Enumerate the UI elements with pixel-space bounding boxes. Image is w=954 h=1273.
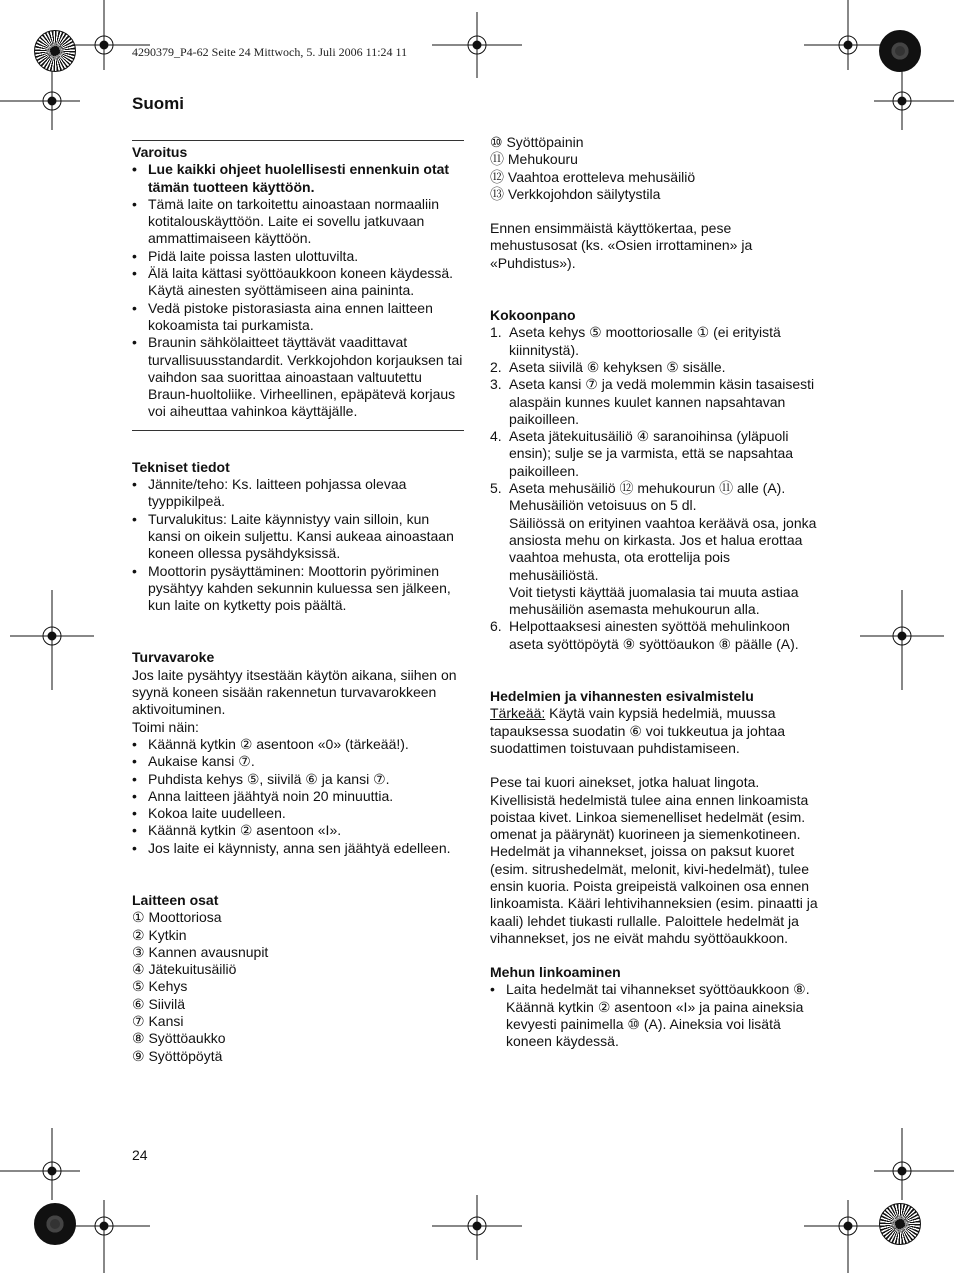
- list-item: • Braunin sähkölaitteet täyttävät vaadittavat turvallisuusstandardit. Verkkojohdon korjauksen tai vaihdon saa suorittaa ainoastaan valtuutettu Braun-huoltoliike. Virheellinen, epäpätevä korjaus voi aiheuttaa vahinkoa käyttäjälle.: [132, 334, 464, 420]
- assembly-step: 4. Aseta jätekuitusäiliö ④ saranoihinsa (yläpuoli ensin); sulje se ja varmista, että se napsahtaa paikoilleen.: [490, 428, 794, 479]
- parts-heading: Laitteen osat: [132, 891, 219, 908]
- list-item: ⑧ Syöttöaukko: [132, 1030, 226, 1047]
- assembly-step: 2. Aseta siivilä ⑥ kehyksen ⑤ sisälle.: [490, 358, 726, 375]
- color-rosette-icon: [34, 1203, 76, 1245]
- safety-intro-2: Toimi näin:: [132, 718, 199, 735]
- list-item: • Anna laitteen jäähtyä noin 20 minuuttia.: [132, 788, 464, 805]
- list-item: • Jos laite ei käynnisty, anna sen jäähtyä edelleen.: [132, 840, 464, 857]
- list-item: ③ Kannen avausnupit: [132, 943, 269, 960]
- assembly-step: 3. Aseta kansi ⑦ ja vedä molemmin käsin tasaisesti alaspäin kunnes kuulet kannen napsahtavan paikoilleen.: [490, 376, 815, 427]
- assembly-step: 5. Aseta mehusäiliö ⑫ mehukourun ⑪ alle (A). Mehusäiliön vetoisuus on 5 dl. Säiliössä on erityinen vaahtoa keräävä osa, jonka ansiosta mehu on kirkasta. Jos et halua erottaa vaahtoa mehusta, ota erottelija pois mehusäiliöstä. Voit tietysti käyttää juomalasia tai muuta astiaa mehusäiliön asemasta mehukourun alla.: [490, 480, 820, 618]
- list-item: • Puhdista kehys ⑤, siivilä ⑥ ja kansi ⑦.: [132, 771, 464, 788]
- list-item: • Tämä laite on tarkoitettu ainoastaan normaaliin kotitalouskäyttöön. Laite ei sovellu jatkuvaan ammattimaiseen käyttöön.: [132, 196, 464, 248]
- warning-heading: Varoitus: [132, 144, 188, 160]
- assembly-heading: Kokoonpano: [490, 307, 576, 324]
- list-item: ⑦ Kansi: [132, 1013, 184, 1030]
- list-item: ⑩ Syöttöpainin: [490, 134, 584, 150]
- list-item: • Käännä kytkin ② asentoon «I».: [132, 822, 464, 839]
- step-note: Säiliössä on erityinen vaahtoa keräävä osa, jonka ansiosta mehu on kirkasta. Jos et halua erottaa vaahtoa mehusta, ota erottelija pois mehusäiliöstä.: [509, 514, 817, 583]
- important-label: Tärkeää:: [490, 705, 546, 722]
- list-item: ② Kytkin: [132, 926, 187, 943]
- list-item: • Älä laita kättasi syöttöaukkoon koneen käydessä. Käytä ainesten syöttämiseen aina paininta.: [132, 265, 464, 300]
- color-rosette-icon: [879, 1203, 921, 1245]
- prep-important: Tärkeää: Käytä vain kypsiä hedelmiä, muussa tapauksessa suodatin ⑥ voi tukkeutua ja johtaa suodattimen toistuvaan puhdistamiseen.: [490, 705, 786, 756]
- juicing-heading: Mehun linkoaminen: [490, 964, 621, 981]
- safety-heading: Turvavaroke: [132, 649, 215, 666]
- list-item: • Lue kaikki ohjeet huolellisesti ennenkuin otat tämän tuotteen käyttöön.: [132, 161, 464, 196]
- list-item: • Jännite/teho: Ks. laitteen pohjassa olevaa tyyppikilpeä.: [132, 476, 464, 511]
- list-item: ④ Jätekuitusäiliö: [132, 961, 237, 978]
- list-item: • Käännä kytkin ② asentoon «0» (tärkeää!).: [132, 736, 464, 753]
- step-note: Voit tietysti käyttää juomalasia tai muuta astiaa mehusäiliön asemasta mehukourun alla.: [509, 583, 799, 618]
- prep-paragraph: Pese tai kuori ainekset, jotka haluat lingota. Kivellisistä hedelmistä tulee aina ennen linkoamista poistaa kivet. Linkoa siemenelliset hedelmät (esim. omenat ja päärynät) kuorineen ja siemenkotineen. Hedelmät ja vihannekset, joissa on paksut kuoret (esim. sitrushedelmät, melonit, kivi-hedelmät), tulee ensin kuoria. Poista greipeistä valkoinen osa ennen linkoamista. Kääri lehtivihanneksien (esim. pinaatti ja kaali) lehdet tiukasti rullalle. Paloittele hedelmät ja vihannekset, jos ne eivät mahdu syöttöaukkoon.: [490, 774, 818, 946]
- list-item: • Vedä pistoke pistorasiasta aina ennen laitteen kokoamista tai purkamista.: [132, 300, 464, 335]
- list-item: ⑥ Siivilä: [132, 995, 186, 1012]
- list-item: ⑬ Verkkojohdon säilytystila: [490, 185, 661, 202]
- list-item: ⑨ Syöttöpöytä: [132, 1047, 223, 1064]
- assembly-step: 6. Helpottaaksesi ainesten syöttöä mehulinkoon aseta syöttöpöytä ⑨ syöttöaukon ⑧ päälle (A).: [490, 618, 799, 652]
- color-rosette-icon: [879, 30, 921, 72]
- prep-heading: Hedelmien ja vihannesten esivalmistelu: [490, 688, 754, 705]
- print-header: 4290379_P4-62 Seite 24 Mittwoch, 5. Juli 2006 11:24 11: [132, 45, 408, 59]
- list-item: • Pidä laite poissa lasten ulottuvilta.: [132, 248, 464, 265]
- list-item: ① Moottoriosa: [132, 909, 222, 926]
- list-item: • Aukaise kansi ⑦.: [132, 753, 464, 770]
- list-item: • Kokoa laite uudelleen.: [132, 805, 464, 822]
- before-use-note: Ennen ensimmäistä käyttökertaa, pese mehustusosat (ks. «Osien irrottaminen» ja «Puhdistus»).: [490, 220, 753, 271]
- assembly-step: 1. Aseta kehys ⑤ moottoriosalle ① (ei erityistä kiinnitystä).: [490, 324, 781, 358]
- color-rosette-icon: [34, 30, 76, 72]
- list-item: • Turvalukitus: Laite käynnistyy vain silloin, kun kansi on oikein suljettu. Kansi aukeaa ainoastaan koneen ollessa pysähdyksissä.: [132, 511, 464, 563]
- list-item: ⑪ Mehukouru: [490, 151, 578, 168]
- list-item: • Laita hedelmät tai vihannekset syöttöaukkoon ⑧. Käännä kytkin ② asentoon «I» ja paina aineksia kevyesti painimella ⑩ (A). Aineksia voi lisätä koneen käydessä.: [490, 981, 820, 1050]
- safety-intro: Jos laite pysähtyy itsestään käytön aikana, siihen on syynä koneen sisään rakennetun turvavarokkeen aktivoituminen.: [132, 666, 457, 718]
- list-item: ⑤ Kehys: [132, 978, 188, 995]
- page-number: 24: [132, 1147, 148, 1163]
- list-item: ⑫ Vaahtoa erotteleva mehusäiliö: [490, 168, 696, 185]
- page-title: Suomi: [132, 94, 184, 113]
- tech-heading: Tekniset tiedot: [132, 458, 230, 475]
- list-item: • Moottorin pysäyttäminen: Moottorin pyöriminen pysähtyy kahden sekunnin kuluessa sen jälkeen, kun laite on kytketty pois päältä.: [132, 563, 464, 615]
